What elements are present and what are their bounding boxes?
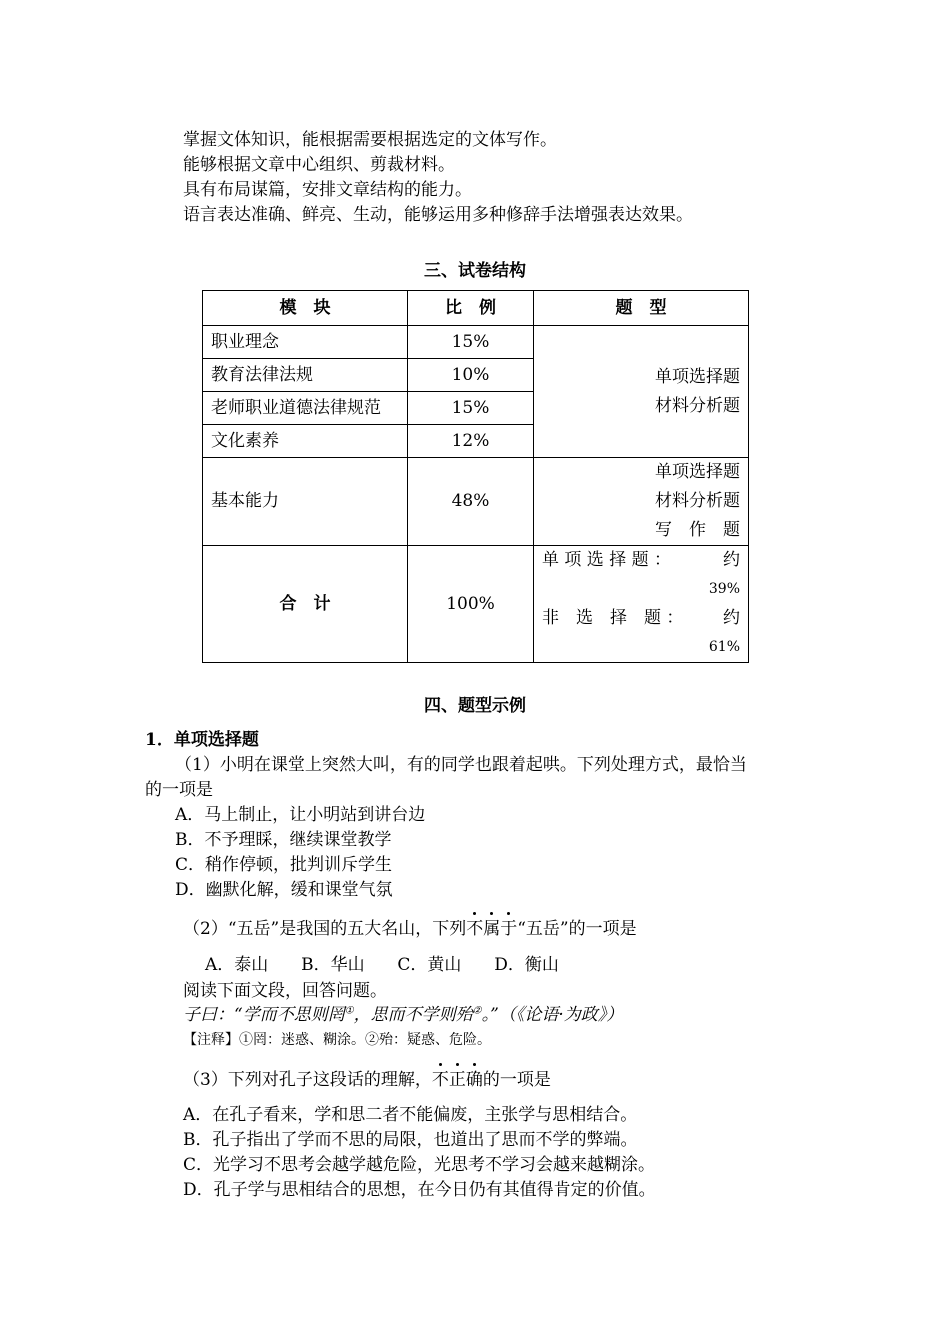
- emphasis-char: 不: [431, 1070, 449, 1090]
- total-ratio: 100%: [408, 546, 534, 663]
- row-module: 教育法律法规: [203, 359, 408, 392]
- basic-types: [534, 458, 749, 546]
- total-line-2-pct: 61%: [708, 639, 740, 655]
- intro-line-4: 语言表达准确、鲜亮、生动，能够运用多种修辞手法增强表达效果。: [183, 205, 693, 225]
- quote-part-c: 。”（《论语·为政》）: [481, 1005, 624, 1025]
- total-line-1-label: 单 项 选 择 题 ：: [542, 550, 672, 570]
- q3-stem-before: （3）下列对孔子这段话的理解，: [183, 1070, 432, 1090]
- emphasis-char: 确: [465, 1070, 483, 1090]
- intro-line-2: 能够根据文章中心组织、剪裁材料。: [183, 155, 455, 175]
- analects-quote: [183, 1003, 623, 1027]
- row-ratio: 15%: [408, 326, 534, 359]
- subsection-1-title: 1．单项选择题: [145, 730, 259, 750]
- intro-line-3: 具有布局谋篇，安排文章结构的能力。: [183, 180, 472, 200]
- total-line-1-pct: 39%: [708, 581, 740, 597]
- q3-stem: [183, 1068, 551, 1092]
- q1-option-d: D．幽默化解，缓和课堂气氛: [175, 880, 393, 900]
- q2-option-d: D．衡山: [494, 955, 559, 975]
- q1-stem-line-1: （1）小明在课堂上突然大叫，有的同学也跟着起哄。下列处理方式，最恰当: [175, 755, 747, 775]
- row-ratio: 15%: [408, 392, 534, 425]
- row-module: 老师职业道德法律规范: [203, 392, 408, 425]
- table-row-basic: [203, 458, 749, 546]
- row-ratio: 10%: [408, 359, 534, 392]
- q2-options: [205, 953, 559, 977]
- footnote-marker-2: ②: [472, 1005, 482, 1017]
- q3-stem-after: 的一项是: [482, 1070, 551, 1090]
- type-line: 材料分析题: [655, 395, 740, 416]
- basic-module: 基本能力: [203, 458, 408, 546]
- section-4-title: 四、题型示例: [424, 696, 526, 716]
- basic-ratio: 48%: [408, 458, 534, 546]
- q2-stem-after: “五岳”的一项是: [517, 919, 637, 939]
- emphasis-char: 属: [483, 919, 501, 939]
- type-line: 材料分析题: [655, 491, 740, 511]
- q2-option-c: C．黄山: [397, 955, 462, 975]
- section-3-title: 三、试卷结构: [424, 261, 526, 281]
- q3-option-a: A．在孔子看来，学和思二者不能偏废，主张学与思相结合。: [183, 1105, 638, 1125]
- q1-option-a: A．马上制止，让小明站到讲台边: [175, 805, 426, 825]
- intro-line-1: 掌握文体知识，能根据需要根据选定的文体写作。: [183, 130, 557, 150]
- header-type: 题 型: [534, 291, 749, 326]
- group1-types: [534, 326, 749, 458]
- q3-option-b: B．孔子指出了学而不思的局限，也道出了思而不学的弊端。: [183, 1130, 638, 1150]
- row-module: 职业理念: [203, 326, 408, 359]
- header-module: 模 块: [203, 291, 408, 326]
- q3-option-d: D．孔子学与思相结合的思想，在今日仍有其值得肯定的价值。: [183, 1180, 656, 1200]
- quote-part-a: 子曰：“学而不思则罔: [183, 1005, 345, 1025]
- table-header-row: [203, 291, 749, 326]
- type-line: 单项选择题: [655, 462, 740, 482]
- total-line-1: [534, 546, 748, 575]
- footnote-marker-1: ①: [344, 1005, 354, 1017]
- q1-option-b: B．不予理睬，继续课堂教学: [175, 830, 392, 850]
- quote-part-b: ，思而不学则殆: [353, 1005, 473, 1025]
- table-row-total: [203, 546, 749, 663]
- total-label: 合 计: [203, 546, 408, 663]
- q2-option-b: B．华山: [301, 955, 365, 975]
- emphasis-char: 于: [500, 919, 518, 939]
- q2-stem: [183, 917, 637, 941]
- header-ratio: 比 例: [408, 291, 534, 326]
- q1-stem-line-2: 的一项是: [145, 780, 213, 800]
- type-line: 写 作 题: [655, 520, 740, 540]
- total-line-2: [534, 604, 748, 633]
- total-line-1-approx: 约: [723, 550, 740, 570]
- row-module: 文化素养: [203, 425, 408, 458]
- annotation-note: 【注释】①罔：迷惑、糊涂。②殆：疑惑、危险。: [183, 1032, 491, 1048]
- table-row: [203, 326, 749, 359]
- emphasis-char: 不: [466, 919, 484, 939]
- total-line-2-approx: 约: [723, 608, 740, 628]
- type-line: 单项选择题: [655, 366, 740, 387]
- exam-structure-table: [202, 290, 749, 663]
- q2-stem-before: （2）“五岳”是我国的五大名山，下列: [183, 919, 467, 939]
- q3-option-c: C．光学习不思考会越学越危险，光思考不学习会越来越糊涂。: [183, 1155, 656, 1175]
- q2-option-a: A．泰山: [205, 955, 269, 975]
- total-line-2-label: 非 选 择 题 ：: [542, 608, 684, 628]
- total-types: [534, 546, 749, 663]
- row-ratio: 12%: [408, 425, 534, 458]
- reading-intro: 阅读下面文段，回答问题。: [183, 981, 387, 1001]
- emphasis-char: 正: [448, 1070, 466, 1090]
- q1-option-c: C．稍作停顿，批判训斥学生: [175, 855, 393, 875]
